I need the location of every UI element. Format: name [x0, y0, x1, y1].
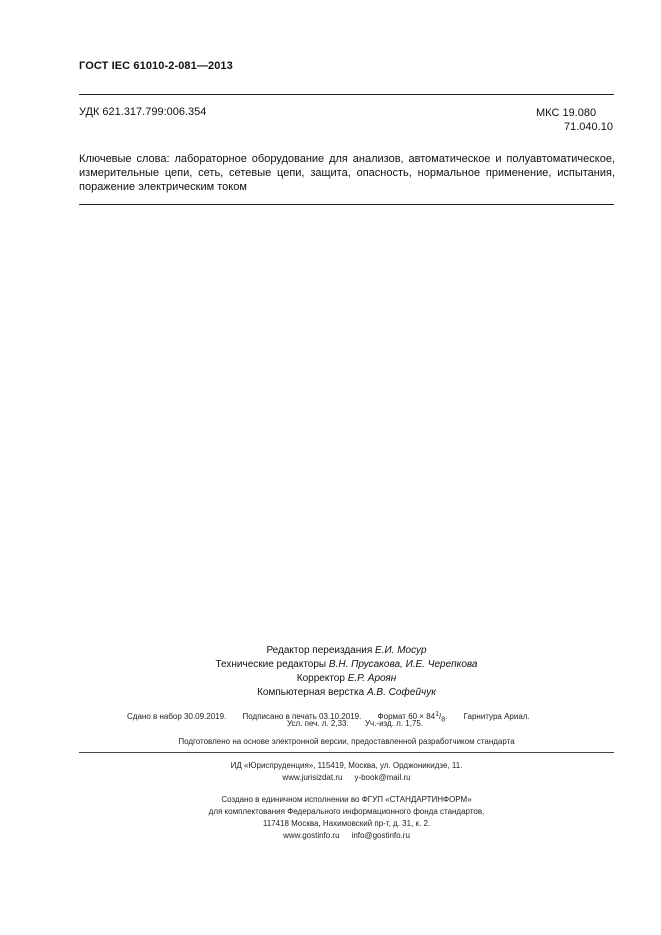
- publisher-address: ИД «Юриспруденция», 115419, Москва, ул. Орджоникидзе, 11.: [230, 761, 463, 770]
- publication-row-2: [287, 718, 437, 729]
- format-denominator: 8: [441, 716, 446, 724]
- standartinform-contacts: [79, 830, 614, 842]
- header-divider: [79, 94, 614, 95]
- paper-format: Формат $60 \times 84^1/_8$.: [377, 711, 448, 724]
- standartinform-email-link[interactable]: info@gostinfo.ru: [351, 831, 410, 840]
- editor-line: [79, 644, 614, 658]
- publisher-contacts: [79, 772, 614, 784]
- mks-code: [536, 106, 616, 134]
- keywords-paragraph: Ключевые слова: лабораторное оборудование для анализов, автоматическое и полуавтоматическое, измерительные цепи, сеть, сетевые цепи, защита, опасность, нормальное применение, испытания, поражение электрическим током: [79, 153, 615, 193]
- standartinform-line-2: для комплектования Федерального информационного фонда стандартов,: [208, 807, 485, 816]
- signed-date: Подписано в печать 03.10.2019.: [242, 712, 362, 721]
- keywords-divider: [79, 204, 614, 205]
- prepared-note: Подготовлено на основе электронной версии, предоставленной разработчиком стандарта: [178, 737, 515, 746]
- standartinform-website-link[interactable]: www.gostinfo.ru: [283, 831, 340, 840]
- submitted-date: Сдано в набор 30.09.2019.: [127, 712, 227, 721]
- layout-line: [79, 686, 614, 700]
- print-sheets: Усл. печ. л. 2,33.: [287, 719, 349, 728]
- corrector-label: Корректор: [296, 673, 345, 684]
- tech-editors-line: [79, 658, 614, 672]
- corrector-name: Е.Р. Ароян: [347, 673, 397, 684]
- standartinform-block: [79, 794, 614, 818]
- editorial-credits: [79, 644, 614, 700]
- imprint-divider: [79, 752, 614, 753]
- corrector-line: [79, 672, 614, 686]
- standartinform-line-1: Создано в единичном исполнении во ФГУП «СТАНДАРТИНФОРМ»: [221, 795, 472, 804]
- editor-label: Редактор переиздания: [266, 645, 373, 656]
- tech-editors-names: В.Н. Прусакова, И.Е. Черепкова: [328, 659, 478, 670]
- format-prefix: Формат 60 × 84: [377, 712, 436, 721]
- publisher-block: [79, 760, 614, 784]
- publisher-website-link[interactable]: www.jurisizdat.ru: [282, 773, 343, 782]
- format-numerator: 1: [435, 711, 440, 718]
- publisher-email-link[interactable]: y-book@mail.ru: [354, 773, 411, 782]
- layout-label: Компьютерная верстка: [257, 687, 365, 698]
- document-title: ГОСТ IEC 61010-2-081—2013: [79, 60, 233, 72]
- standartinform-address: 117418 Москва, Нахимовский пр-т, д. 31, к. 2.: [262, 819, 431, 828]
- standartinform-address-block: [79, 818, 614, 842]
- layout-name: А.В. Софейчук: [366, 687, 436, 698]
- publishing-sheets: Уч.-изд. л. 1,75.: [364, 719, 424, 728]
- mks-line-2: 71.040.10: [564, 121, 613, 133]
- tech-editors-label: Технические редакторы: [215, 659, 327, 670]
- editor-name: Е.И. Мосур: [375, 645, 427, 656]
- typeface: Гарнитура Ариал.: [463, 712, 530, 721]
- udc-code: УДК 621.317.799:006.354: [79, 106, 207, 118]
- mks-line-1: МКС 19.080: [536, 107, 597, 119]
